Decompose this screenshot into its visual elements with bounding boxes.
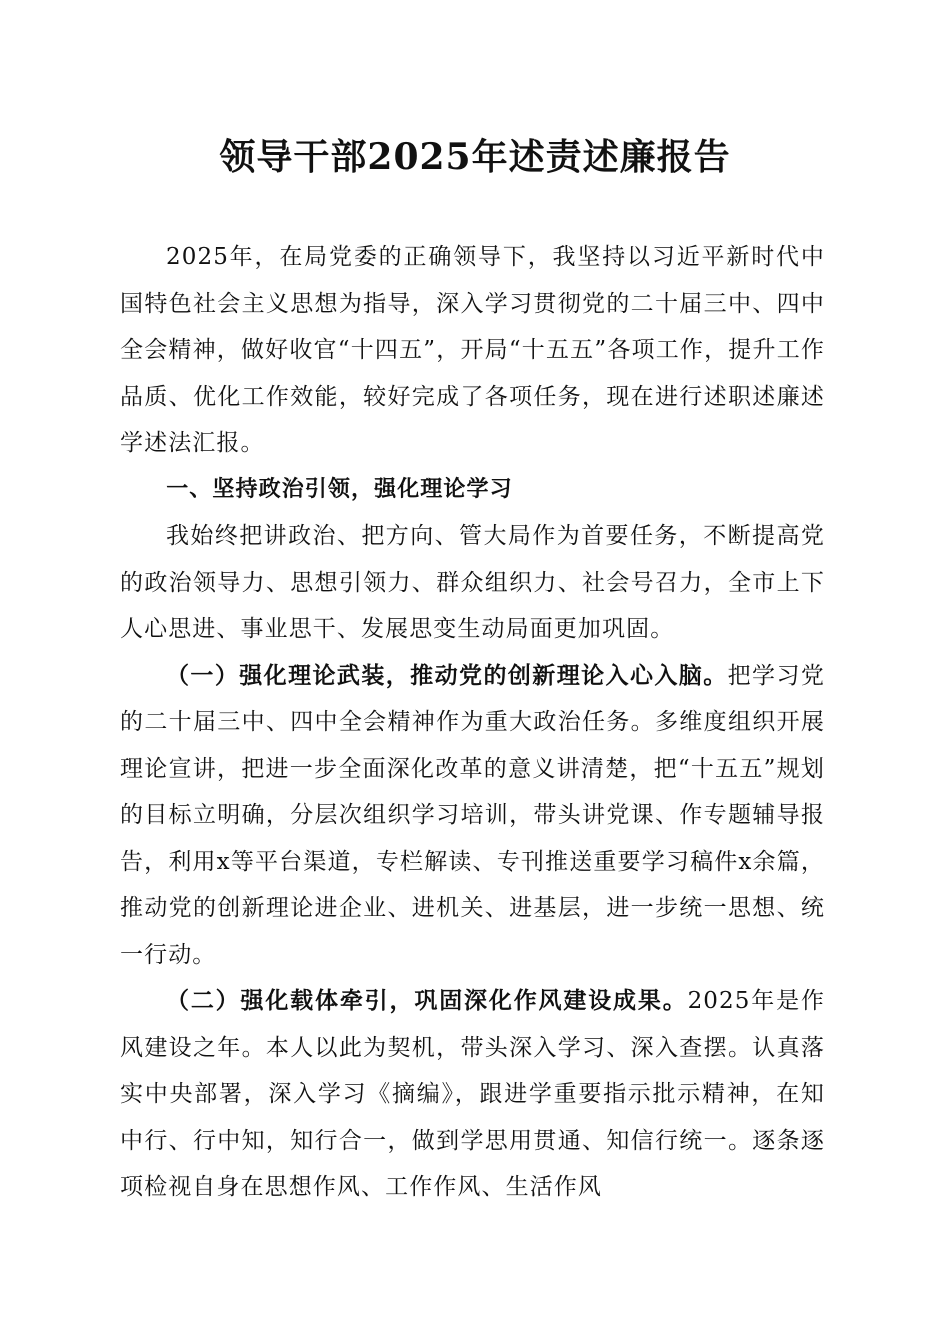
document-title: 领导干部2025年述责述廉报告 <box>219 136 731 178</box>
subsection-paragraph-1 <box>120 653 825 979</box>
subsection-paragraph-2 <box>120 978 825 1211</box>
intro-paragraph: 2025年，在局党委的正确领导下，我坚持以习近平新时代中国特色社会主义思想为指导，深入学习贯彻党的二十届三中、四中全会精神，做好收官“十四五”，开局“十五五”各项工作，提升工作品质、优化工作效能，较好完成了各项任务，现在进行述职述廉述学述法汇报。 <box>120 244 825 456</box>
subsection-heading-1: （一）强化理论武装，推动党的创新理论入心入脑。 <box>166 661 728 689</box>
document-body <box>120 234 825 1211</box>
subsection-text-1: 把学习党的二十届三中、四中全会精神作为重大政治任务。多维度组织开展理论宣讲，把进一步全面深化改革的意义讲清楚，把“十五五”规划的目标立明确，分层次组织学习培训，带头讲党课、作专题辅导报告，利用x等平台渠道，专栏解读、专刊推送重要学习稿件x余篇，推动党的创新理论进企业、进机关、进基层，进一步统一思想、统一行动。 <box>120 662 825 968</box>
subsection-heading-2: （二）强化载体牵引，巩固深化作风建设成果。 <box>166 987 688 1014</box>
section-paragraph: 我始终把讲政治、把方向、管大局作为首要任务，不断提高党的政治领导力、思想引领力、群众组织力、社会号召力，全市上下人心思进、事业思干、发展思变生动局面更加巩固。 <box>120 523 825 642</box>
subsection-text-2: 2025年是作风建设之年。本人以此为契机，带头深入学习、深入查摆。认真落实中央部署，深入学习《摘编》，跟进学重要指示批示精神，在知中行、行中知，知行合一，做到学思用贯通、知信行统一。逐条逐项检视自身在思想作风、工作作风、生活作风 <box>120 988 826 1200</box>
section-heading: 一、坚持政治引领，强化理论学习 <box>166 476 513 502</box>
